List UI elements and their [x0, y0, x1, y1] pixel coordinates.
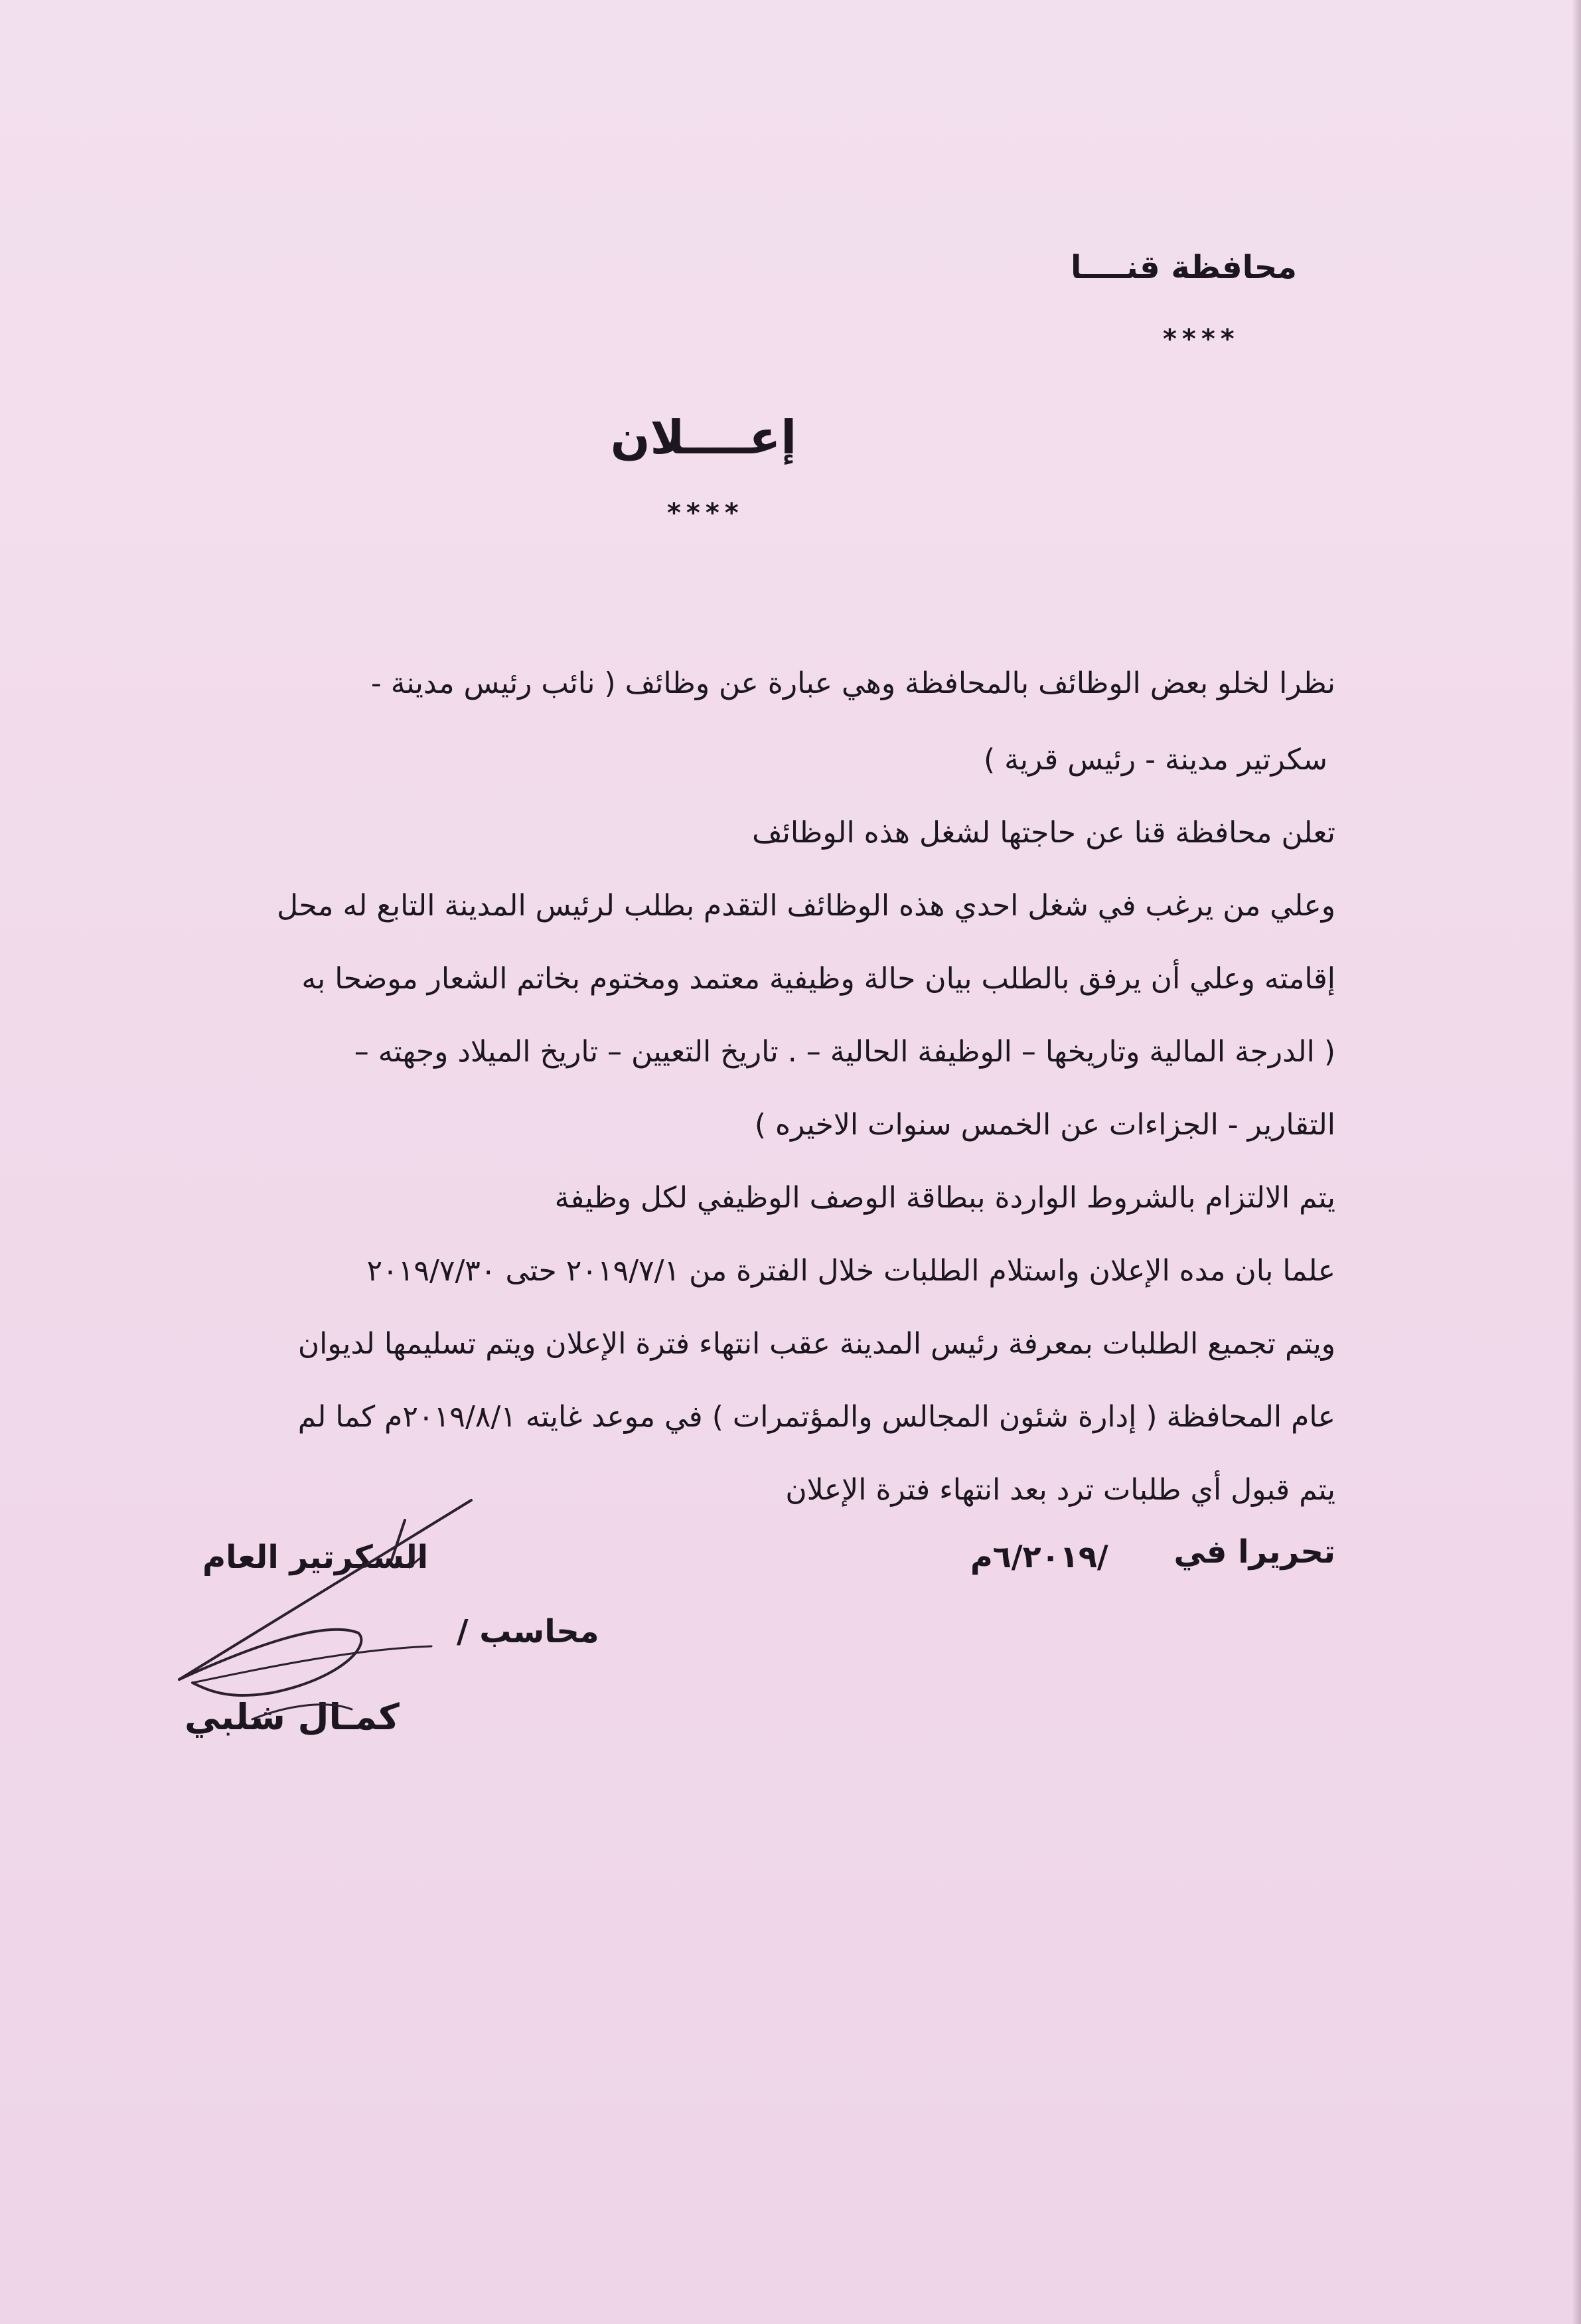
title-stars: ****: [667, 498, 744, 528]
signatory-title: السكرتير العام: [202, 1539, 429, 1576]
body-line: علما بان مده الإعلان واستلام الطلبات خلال الفترة من ٢٠١٩/٧/١ حتى ٢٠١٩/٧/٣٠: [366, 1254, 1335, 1288]
page-edge-shadow: [1572, 0, 1581, 2324]
signatory-role: محاسب /: [457, 1613, 599, 1650]
body-line: وعلي من يرغب في شغل احدي هذه الوظائف التقدم بطلب لرئيس المدينة التابع له محل: [277, 889, 1335, 923]
body-line: ويتم تجميع الطلبات بمعرفة رئيس المدينة عقب انتهاء فترة الإعلان ويتم تسليمها لديوان: [297, 1327, 1335, 1361]
dated-label: تحريرا في: [1173, 1533, 1335, 1571]
body-line: التقارير - الجزاءات عن الخمس سنوات الاخيره ): [754, 1108, 1335, 1142]
governorate-heading: محافظة قنــــا: [1070, 249, 1297, 286]
handwritten-signature: [153, 1480, 524, 1733]
body-line: يتم الالتزام بالشروط الواردة ببطاقة الوصف الوظيفي لكل وظيفة: [554, 1181, 1335, 1215]
signatory-name: كمـال شلبي: [185, 1696, 400, 1738]
body-line: عام المحافظة ( إدارة شئون المجالس والمؤتمرات ) في موعد غايته ٢٠١٩/٨/١م كما لم: [297, 1400, 1335, 1434]
body-line: سكرتير مدينة - رئيس قرية ): [983, 743, 1327, 777]
header-stars: ****: [1163, 324, 1240, 354]
body-line: إقامته وعلي أن يرفق بالطلب بيان حالة وظيفية معتمد ومختوم بخاتم الشعار موضحا به: [301, 962, 1335, 996]
body-line: ( الدرجة المالية وتاريخها – الوظيفة الحالية – . تاريخ التعيين – تاريخ الميلاد وجهته –: [354, 1035, 1335, 1069]
dated-value: /٦/٢٠١٩م: [970, 1539, 1108, 1575]
body-line: تعلن محافظة قنا عن حاجتها لشغل هذه الوظائف: [752, 816, 1335, 850]
announcement-title: إعــــلان: [610, 410, 797, 465]
body-line: يتم قبول أي طلبات ترد بعد انتهاء فترة الإعلان: [785, 1473, 1335, 1507]
body-line: نظرا لخلو بعض الوظائف بالمحافظة وهي عبارة عن وظائف ( نائب رئيس مدينة -: [370, 666, 1335, 700]
